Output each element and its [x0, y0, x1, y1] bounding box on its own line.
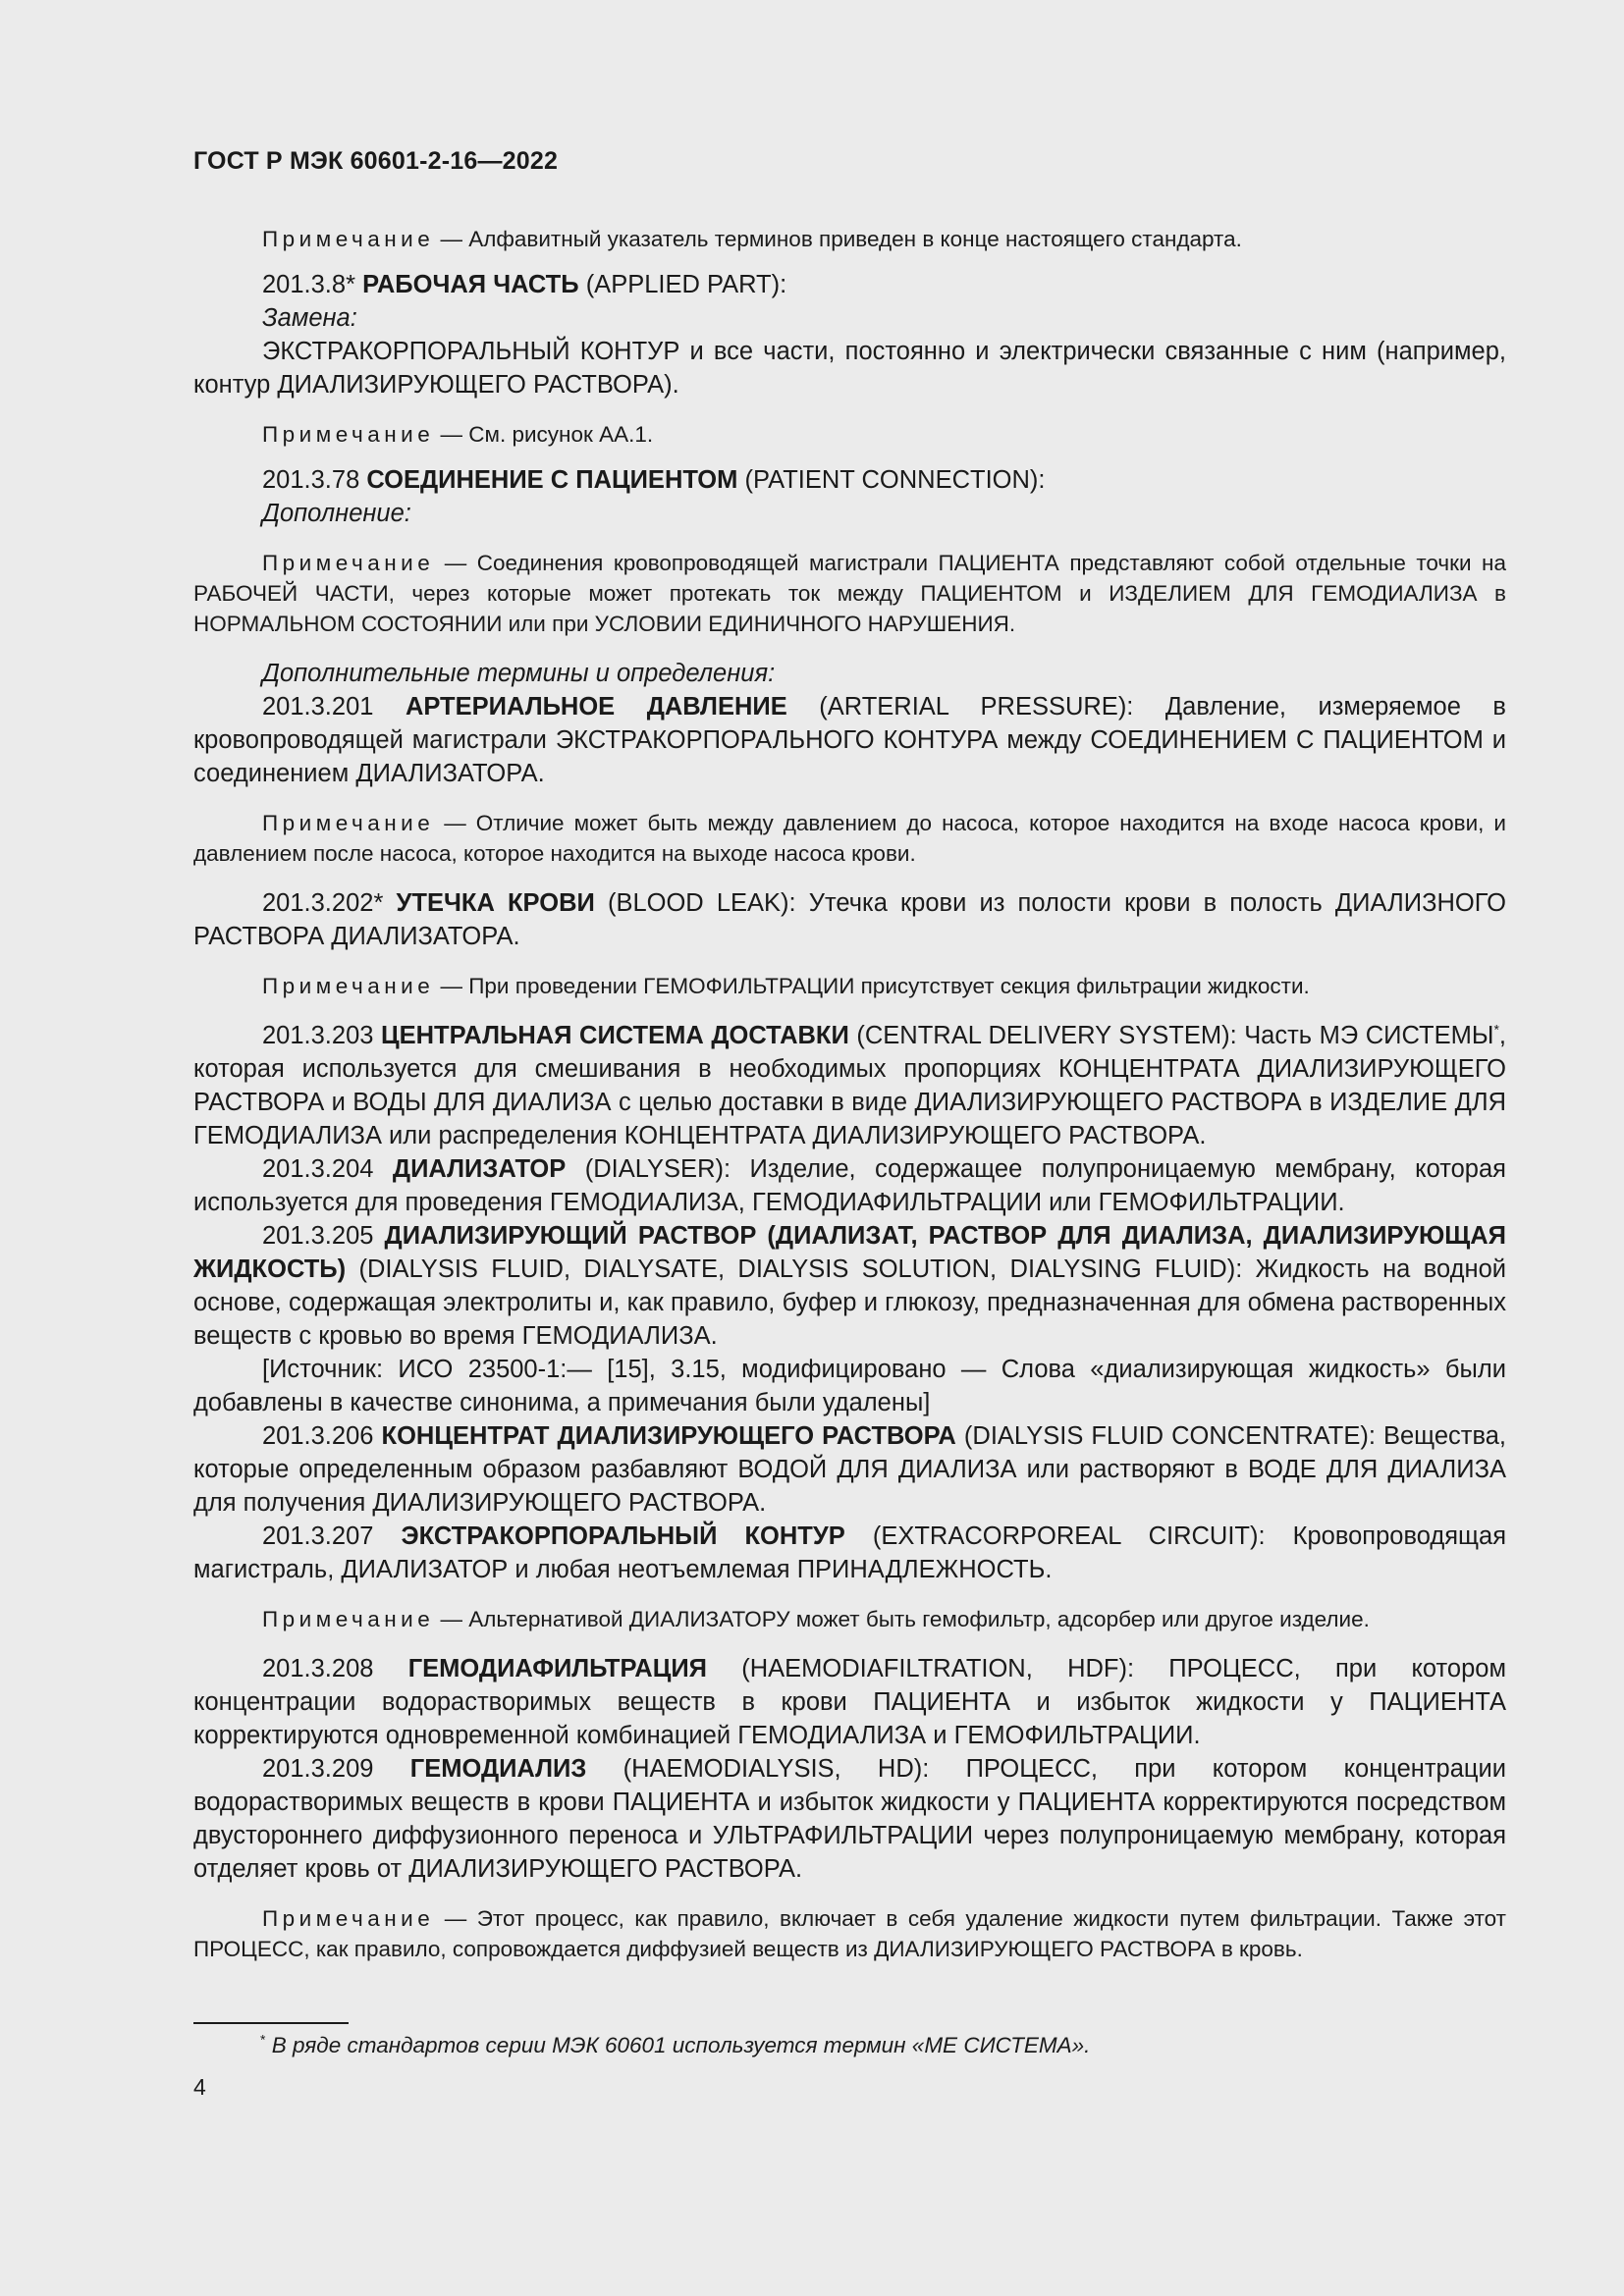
page-header: ГОСТ Р МЭК 60601-2-16—2022 — [193, 147, 559, 175]
footnote-divider — [193, 2022, 349, 2024]
term-201-3-78: 201.3.78 СОЕДИНЕНИЕ С ПАЦИЕНТОМ (PATIENT CONNECTION): — [262, 466, 1046, 494]
term-201-3-209: 201.3.209 ГЕМОДИАЛИЗ (HAEMODIALYSIS, HD): ПРОЦЕСС, при котором концентрации водорастворимых веществ в крови ПАЦИЕНТА и избыток жидкости у ПАЦИЕНТА корректируются посредством двустороннего диффузионного переноса и УЛЬТРАФИЛЬТРАЦИИ через полупроницаемую мембрану, которая отделяет кровь от ДИАЛИЗИРУЮЩЕГО РАСТВОРА. — [193, 1755, 1506, 1883]
note: Примечание — Соединения кровопроводящей магистрали ПАЦИЕНТА представляют собой отдельные точки на РАБОЧЕЙ ЧАСТИ, через которые может протекать ток между ПАЦИЕНТОМ и ИЗДЕЛИЕМ ДЛЯ ГЕМОДИАЛИЗА в НОРМАЛЬНОМ СОСТОЯНИИ или при УСЛОВИИ ЕДИНИЧНОГО НАРУШЕНИЯ. — [193, 551, 1506, 636]
term-text: ЭКСТРАКОРПОРАЛЬНЫЙ КОНТУР и все части, постоянно и электрически связанные с ним (например, контур ДИАЛИЗИРУЮЩЕГО РАСТВОРА). — [193, 338, 1506, 399]
term-201-3-201: 201.3.201 АРТЕРИАЛЬНОЕ ДАВЛЕНИЕ (ARTERIAL PRESSURE): Давление, измеряемое в кровопроводящей магистрали ЭКСТРАКОРПОРАЛЬНОГО КОНТУРА между СОЕДИНЕНИЕМ С ПАЦИЕНТОМ и соединением ДИАЛИЗАТОРА. — [193, 693, 1506, 787]
note: Примечание — См. рисунок АА.1. — [262, 422, 654, 447]
term-201-3-203: 201.3.203 ЦЕНТРАЛЬНАЯ СИСТЕМА ДОСТАВКИ (CENTRAL DELIVERY SYSTEM): Часть МЭ СИСТЕМЫ*, которая используется для смешивания в необходимых пропорциях КОНЦЕНТРАТА ДИАЛИЗИРУЮЩЕГО РАСТВОРА и ВОДЫ ДЛЯ ДИАЛИЗА с целью доставки в виде ДИАЛИЗИРУЮЩЕГО РАСТВОРА в ИЗДЕЛИЕ ДЛЯ ГЕМОДИАЛИЗА или распределения КОНЦЕНТРАТА ДИАЛИЗИРУЮЩЕГО РАСТВОРА. — [193, 1021, 1506, 1149]
note: Примечание — Алфавитный указатель терминов приведен в конце настоящего стандарта. — [262, 227, 1242, 251]
addition-label: Дополнение: — [262, 500, 411, 527]
extra-terms-heading: Дополнительные термины и определения: — [262, 660, 776, 687]
page-body — [193, 224, 1506, 1964]
term-201-3-208: 201.3.208 ГЕМОДИАФИЛЬТРАЦИЯ (HAEMODIAFILTRATION, HDF): ПРОЦЕСС, при котором концентрации водорастворимых веществ в крови ПАЦИЕНТА и избыток жидкости у ПАЦИЕНТА корректируются одновременной комбинацией ГЕМОДИАЛИЗА и ГЕМОФИЛЬТРАЦИИ. — [193, 1655, 1506, 1749]
footnote-ref: * — [1493, 1021, 1499, 1038]
term-201-3-202: 201.3.202* УТЕЧКА КРОВИ (BLOOD LEAK): Утечка крови из полости крови в полость ДИАЛИЗНОГО РАСТВОРА ДИАЛИЗАТОРА. — [193, 889, 1506, 950]
note: Примечание — Альтернативой ДИАЛИЗАТОРУ может быть гемофильтр, адсорбер или другое изделие. — [262, 1607, 1370, 1631]
replacement-label: Замена: — [262, 304, 357, 332]
footnote: * В ряде стандартов серии МЭК 60601 используется термин «МЕ СИСТЕМА». — [260, 2031, 1091, 2057]
note: Примечание — При проведении ГЕМОФИЛЬТРАЦИИ присутствует секция фильтрации жидкости. — [262, 974, 1310, 998]
note: Примечание — Этот процесс, как правило, включает в себя удаление жидкости путем фильтрации. Также этот ПРОЦЕСС, как правило, сопровождается диффузией веществ из ДИАЛИЗИРУЮЩЕГО РАСТВОРА в кровь. — [193, 1906, 1506, 1961]
footnote-mark: * — [260, 2031, 266, 2048]
term-201-3-207: 201.3.207 ЭКСТРАКОРПОРАЛЬНЫЙ КОНТУР (EXTRACORPOREAL CIRCUIT): Кровопроводящая магистраль, ДИАЛИЗАТОР и любая неотъемлемая ПРИНАДЛЕЖНОСТЬ. — [193, 1522, 1507, 1583]
term-201-3-206: 201.3.206 КОНЦЕНТРАТ ДИАЛИЗИРУЮЩЕГО РАСТВОРА (DIALYSIS FLUID CONCENTRATE): Вещества, которые определенным образом разбавляют ВОДОЙ ДЛЯ ДИАЛИЗА или растворяют в ВОДЕ ДЛЯ ДИАЛИЗА для получения ДИАЛИЗИРУЮЩЕГО РАСТВОРА. — [193, 1422, 1507, 1517]
term-201-3-205: 201.3.205 ДИАЛИЗИРУЮЩИЙ РАСТВОР (ДИАЛИЗАТ, РАСТВОР ДЛЯ ДИАЛИЗА, ДИАЛИЗИРУЮЩАЯ ЖИДКОСТЬ) (DIALYSIS FLUID, DIALYSATE, DIALYSIS SOLUTION, DIALYSING FLUID): Жидкость на водной основе, содержащая электролиты и, как правило, буфер и глюкозу, предназначенная для обмена растворенных веществ с кровью во время ГЕМОДИАЛИЗА. — [193, 1222, 1506, 1350]
note-label: Примечание — [262, 227, 435, 251]
term-201-3-8: 201.3.8* РАБОЧАЯ ЧАСТЬ (APPLIED PART): — [262, 271, 787, 298]
term-201-3-204: 201.3.204 ДИАЛИЗАТОР (DIALYSER): Изделие, содержащее полупроницаемую мембрану, которая используется для проведения ГЕМОДИАЛИЗА, ГЕМОДИАФИЛЬТРАЦИИ или ГЕМОФИЛЬТРАЦИИ. — [193, 1155, 1506, 1216]
page-number: 4 — [193, 2074, 206, 2100]
note: Примечание — Отличие может быть между давлением до насоса, которое находится на входе насоса крови, и давлением после насоса, которое находится на выходе насоса крови. — [193, 811, 1506, 866]
source-note: [Источник: ИСО 23500-1:— [15], 3.15, модифицировано — Слова «диализирующая жидкость» были добавлены в качестве синонима, а примечания были удалены] — [193, 1356, 1506, 1416]
